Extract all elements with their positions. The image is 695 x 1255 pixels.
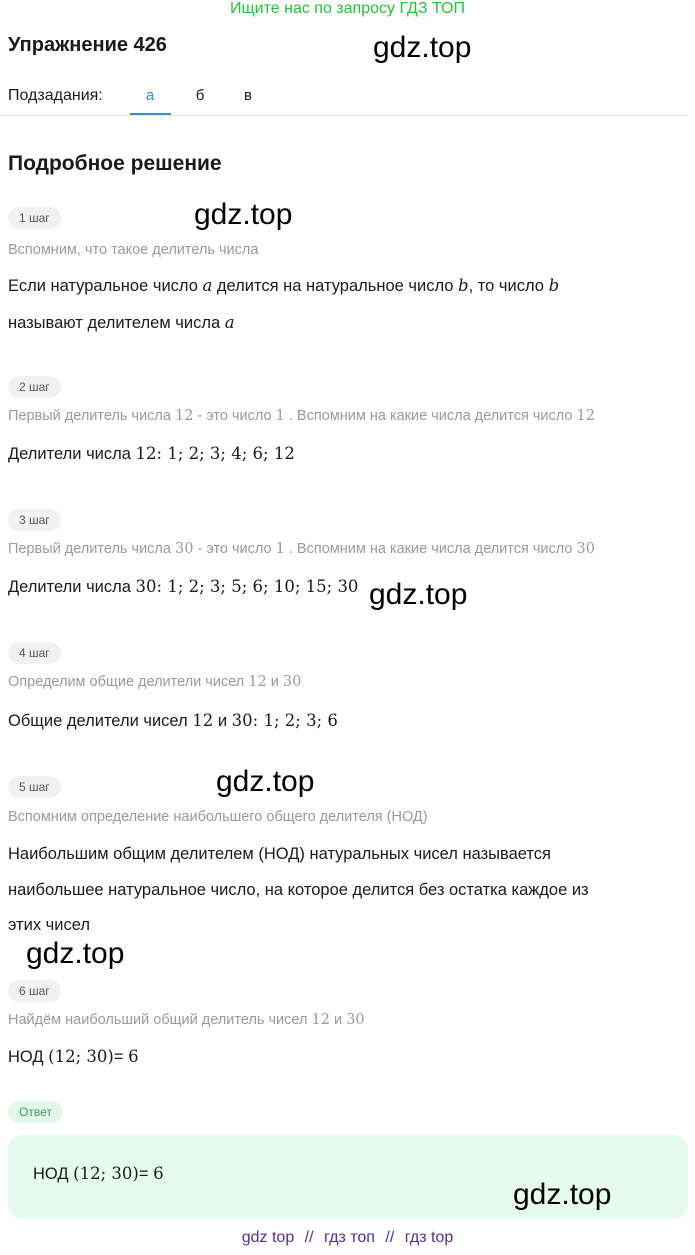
text-segment: этих чисел (8, 916, 90, 934)
step-badge: 6 шаг (8, 980, 61, 1002)
text-segment: называют делителем числа (8, 314, 225, 332)
text-segment: и (213, 712, 232, 730)
math-expression: 30 (282, 674, 302, 690)
text-segment: Делители числа (8, 578, 136, 596)
text-segment: НОД (33, 1165, 74, 1183)
tabs-divider (0, 115, 688, 116)
math-expression: 6 (153, 1164, 164, 1183)
answer-badge: Ответ (8, 1101, 63, 1123)
footer-link[interactable]: гдз топ (324, 1229, 375, 1246)
answer-text (33, 1164, 164, 1184)
watermark: gdz.top (216, 765, 315, 798)
section-title: Подробное решение (8, 152, 222, 175)
math-expression: 12 (311, 1012, 330, 1028)
text-segment: Делители числа (8, 445, 136, 463)
step-badge: 4 шаг (8, 642, 61, 664)
text-segment: Наибольшим общим делителем (НОД) натуральных чисел называется (8, 845, 551, 863)
math-expression: a (224, 313, 235, 332)
step-text-line (8, 845, 551, 864)
text-segment: - это число (193, 408, 276, 424)
footer-separator: // (385, 1229, 395, 1246)
step-badge: 2 шаг (8, 376, 61, 398)
math-expression: 30: 1; 2; 3; 5; 6; 10; 15; 30 (135, 577, 359, 596)
math-expression: 12 (248, 674, 267, 690)
step-text-line (8, 276, 559, 296)
search-banner[interactable]: Ищите нас по запросу ГДЗ ТОП (230, 0, 465, 17)
math-expression: 1 (275, 541, 285, 557)
step-text-line (8, 577, 358, 597)
step-hint (8, 1012, 365, 1028)
step-hint (8, 541, 595, 557)
step-text-line (8, 444, 295, 464)
footer-link[interactable]: гдз top (404, 1229, 454, 1246)
text-segment: = (138, 1165, 154, 1183)
math-expression: (12; 30) (48, 1047, 114, 1066)
step-text-line (8, 313, 235, 333)
watermark: gdz.top (373, 31, 472, 64)
tab-a[interactable]: а (145, 87, 155, 104)
step-badge: 3 шаг (8, 509, 61, 531)
math-expression: b (458, 276, 469, 295)
text-segment: делится на натуральное число (212, 277, 459, 295)
footer-links (0, 1229, 695, 1247)
text-segment: . Вспомним на какие числа делится число (284, 541, 577, 557)
text-segment: Первый делитель числа (8, 408, 175, 424)
step-badge: 5 шаг (8, 776, 61, 798)
math-expression: 12: 1; 2; 3; 4; 6; 12 (135, 444, 295, 463)
text-segment: Если натуральное число (8, 277, 203, 295)
step-hint: Вспомним определение наибольшего общего делителя (НОД) (8, 809, 428, 825)
text-segment: и (329, 1012, 347, 1028)
watermark: gdz.top (194, 198, 293, 231)
watermark: gdz.top (26, 937, 125, 970)
math-expression: 30 (346, 1012, 365, 1028)
page-title: Упражнение 426 (8, 34, 167, 56)
watermark: gdz.top (513, 1178, 612, 1211)
math-expression: 12 (192, 711, 214, 730)
footer-link[interactable]: gdz top (241, 1229, 295, 1246)
step-hint: Вспомним, что такое делитель числа (8, 242, 259, 258)
step-text-line (8, 881, 589, 900)
math-expression: 30 (576, 541, 595, 557)
math-expression: 12 (576, 408, 595, 424)
text-segment: НОД (8, 1048, 49, 1066)
text-segment: , то число (468, 277, 549, 295)
footer-separator: // (304, 1229, 314, 1246)
step-badge: 1 шаг (8, 207, 61, 229)
step-hint (8, 674, 301, 690)
watermark: gdz.top (369, 578, 468, 611)
text-segment: Первый делитель числа (8, 541, 175, 557)
math-expression: 30 (174, 541, 194, 557)
step-hint (8, 408, 595, 424)
text-segment: Определим общие делители чисел (8, 674, 249, 690)
text-segment: Найдём наибольший общий делитель чисел (8, 1012, 312, 1028)
math-expression: 6 (128, 1047, 139, 1066)
text-segment: = (113, 1048, 129, 1066)
text-segment: Общие делители чисел (8, 712, 193, 730)
text-segment: . Вспомним на какие числа делится число (284, 408, 577, 424)
math-expression: 1 (275, 408, 285, 424)
text-segment: и (266, 674, 283, 690)
math-expression: a (202, 276, 213, 295)
math-expression: 30: 1; 2; 3; 6 (231, 711, 338, 730)
math-expression: b (548, 276, 560, 295)
tab-b[interactable]: б (195, 87, 205, 104)
math-expression: (12; 30) (73, 1164, 139, 1183)
text-segment: - это число (193, 541, 276, 557)
text-segment: наибольшее натуральное число, на которое делится без остатка каждое из (8, 881, 589, 899)
step-text-line (8, 711, 338, 731)
step-text-line (8, 1047, 139, 1067)
step-text-line (8, 916, 90, 935)
math-expression: 12 (174, 408, 194, 424)
subtasks-label: Подзадания: (8, 87, 103, 104)
tab-v[interactable]: в (244, 87, 252, 104)
